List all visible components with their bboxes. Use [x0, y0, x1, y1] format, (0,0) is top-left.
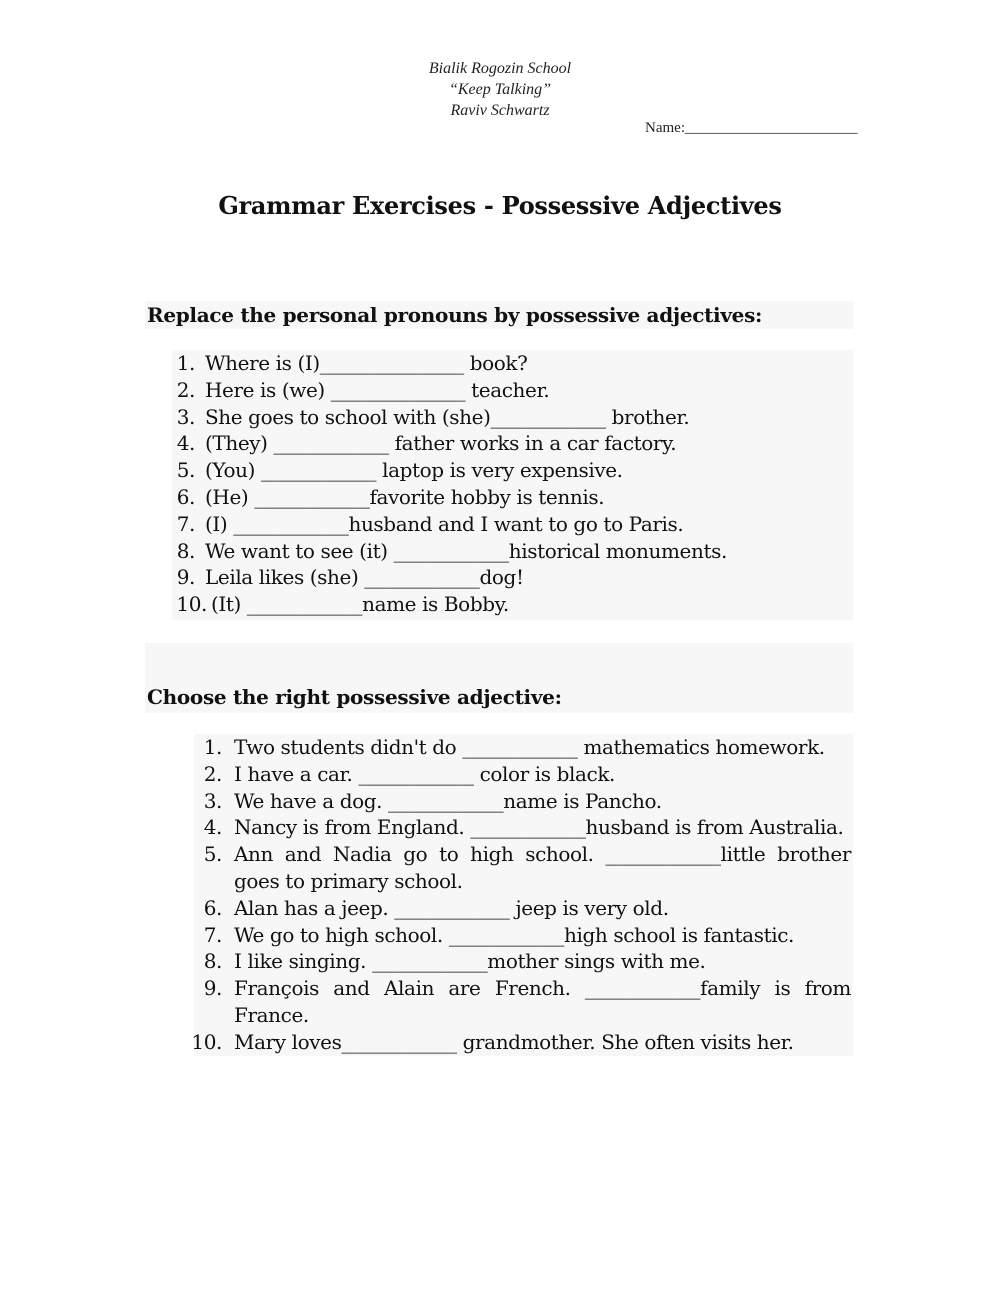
school-name: Bialik Rogozin School — [428, 60, 572, 77]
teacher-name: Raviv Schwartz — [450, 102, 550, 119]
item-number: 8. — [203, 949, 222, 974]
exercise-item — [172, 591, 853, 618]
document-header — [0, 58, 1000, 121]
item-number: 10. — [191, 1029, 222, 1054]
item-text: Nancy is from England. ____________husband is from Australia. — [234, 815, 844, 840]
exercise-item — [194, 761, 853, 788]
item-text: (They) ____________ father works in a car factory. — [205, 431, 677, 456]
item-number: 2. — [176, 377, 195, 402]
item-text: We have a dog. ____________name is Pancho. — [234, 788, 662, 813]
exercise-item — [194, 814, 853, 841]
item-text: Ann and Nadia go to high school. ____________little brother goes to primary school. — [234, 842, 851, 893]
item-text: We go to high school. ____________high school is fantastic. — [234, 922, 794, 947]
exercise-item — [172, 564, 853, 591]
item-number: 1. — [176, 351, 195, 375]
item-text: Here is (we) ______________ teacher. — [205, 377, 550, 402]
exercise-item — [172, 430, 853, 457]
section2-exercise-list — [191, 734, 853, 1056]
item-text: I have a car. ____________ color is black. — [234, 761, 616, 786]
item-number: 4. — [176, 431, 195, 456]
exercise-item — [172, 538, 853, 565]
exercise-item — [194, 734, 853, 761]
item-text: (He) ____________favorite hobby is tennis. — [205, 484, 605, 509]
section1-instruction: Replace the personal pronouns by possessive adjectives: — [145, 301, 853, 329]
item-number: 9. — [176, 565, 195, 590]
item-text: (It) ____________name is Bobby. — [211, 592, 509, 617]
item-text: Alan has a jeep. ____________ jeep is very old. — [234, 895, 669, 920]
course-name: “Keep Talking” — [448, 81, 552, 98]
item-text: François and Alain are French. ____________family is from France. — [234, 976, 851, 1027]
item-number: 3. — [203, 788, 222, 813]
exercise-item — [194, 788, 853, 815]
item-text: Mary loves____________ grandmother. She often visits her. — [234, 1029, 794, 1054]
item-number: 2. — [203, 761, 222, 786]
exercise-item — [194, 948, 853, 975]
exercise-item — [194, 841, 853, 895]
item-number: 5. — [176, 458, 195, 483]
item-text: Two students didn't do ____________ mathematics homework. — [234, 735, 825, 759]
item-number: 7. — [203, 922, 222, 947]
item-number: 6. — [203, 895, 222, 920]
item-text: She goes to school with (she)____________ brother. — [205, 404, 690, 429]
item-text: (I) ____________husband and I want to go to Paris. — [205, 511, 684, 536]
item-number: 5. — [203, 842, 222, 867]
item-text: Where is (I)_______________ book? — [205, 351, 528, 375]
item-number: 8. — [176, 538, 195, 563]
exercise-item — [191, 1029, 853, 1056]
exercise-item — [194, 895, 853, 922]
exercise-item — [172, 377, 853, 404]
item-number: 10. — [176, 592, 207, 617]
exercise-item — [194, 922, 853, 949]
item-text: (You) ____________ laptop is very expensive. — [205, 458, 623, 483]
item-number: 9. — [203, 976, 222, 1001]
exercise-item — [172, 457, 853, 484]
section2-instruction: Choose the right possessive adjective: — [145, 643, 853, 713]
item-text: Leila likes (she) ____________dog! — [205, 565, 524, 590]
exercise-item — [172, 484, 853, 511]
page-title: Grammar Exercises - Possessive Adjectives — [218, 191, 782, 220]
exercise-item — [172, 511, 853, 538]
item-text: I like singing. ____________mother sings with me. — [234, 949, 706, 974]
item-number: 3. — [176, 404, 195, 429]
exercise-item — [172, 404, 853, 431]
name-field-label: Name:_______________________ — [645, 120, 858, 136]
item-number: 1. — [203, 735, 222, 759]
exercise-item — [194, 975, 853, 1029]
item-number: 6. — [176, 484, 195, 509]
exercise-item — [172, 350, 853, 377]
item-number: 4. — [203, 815, 222, 840]
section1-exercise-list — [172, 350, 853, 620]
item-text: We want to see (it) ____________historical monuments. — [205, 538, 727, 563]
item-number: 7. — [176, 511, 195, 536]
